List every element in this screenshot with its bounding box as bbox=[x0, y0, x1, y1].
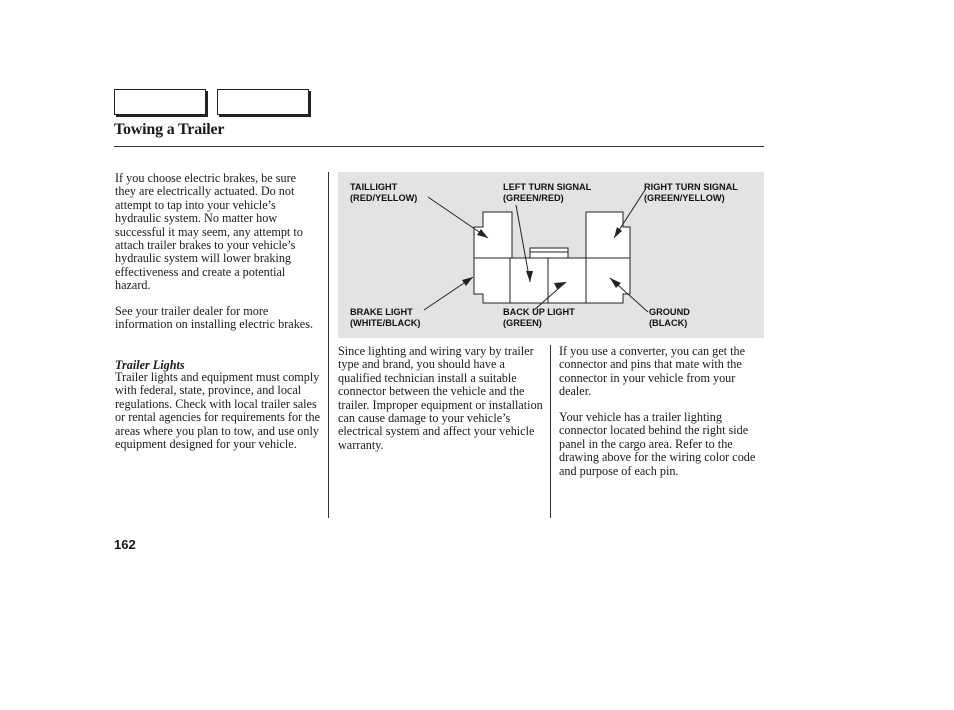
label-left-turn-signal: LEFT TURN SIGNAL (GREEN/RED) bbox=[503, 182, 592, 203]
converter-paragraph: If you use a converter, you can get the connector and pins that mate with the connector in your vehicle from your dealer. bbox=[559, 344, 745, 399]
trailer-dealer-paragraph: See your trailer dealer for more information on installing electric brakes. bbox=[115, 304, 313, 332]
electric-brakes-paragraph: If you choose electric brakes, be sure they are electrically actuated. Do not attempt to tap into your vehicle’s hydraulic system. No matter how successful it may seem, any attempt to attach trailer brakes to your vehicle’s hydraulic system will lower braking effectiveness and create a potential hazard. bbox=[115, 171, 303, 293]
connector-location-paragraph: Your vehicle has a trailer lighting connector located behind the right side panel in the cargo area. Refer to the drawing above for the wiring color code and purpose of each pin. bbox=[559, 410, 756, 478]
title-rule bbox=[114, 146, 764, 147]
nav-tab-box-1[interactable] bbox=[114, 89, 206, 115]
page-number: 162 bbox=[114, 537, 136, 552]
nav-tab-box-2[interactable] bbox=[217, 89, 309, 115]
label-right-turn-signal: RIGHT TURN SIGNAL (GREEN/YELLOW) bbox=[644, 182, 738, 203]
trailer-lights-subheading: Trailer Lights bbox=[115, 358, 185, 372]
page-title: Towing a Trailer bbox=[114, 121, 225, 138]
connector-key bbox=[530, 248, 568, 258]
leader-taillight bbox=[428, 197, 488, 238]
label-back-up-light: BACK UP LIGHT (GREEN) bbox=[503, 307, 575, 328]
column-divider-1 bbox=[328, 172, 329, 518]
trailer-connector-diagram bbox=[338, 172, 764, 338]
technician-paragraph: Since lighting and wiring vary by trailer type and brand, you should have a qualified technician install a suitable connector between the vehicle and the trailer. Improper equipment or installation can cause damage to your vehicle’s electrical system and affect your vehicle warranty. bbox=[338, 344, 543, 452]
label-taillight: TAILLIGHT (RED/YELLOW) bbox=[350, 182, 418, 203]
arrowhead-brake bbox=[462, 277, 473, 286]
trailer-lights-paragraph: Trailer lights and equipment must comply with federal, state, province, and local regulations. Check with local trailer sales or rental agencies for requirements for the areas where you plan to tow, and use only equipment designed for your vehicle. bbox=[115, 370, 321, 452]
label-ground: GROUND (BLACK) bbox=[649, 307, 690, 328]
column-divider-2 bbox=[550, 345, 551, 518]
label-brake-light: BRAKE LIGHT (WHITE/BLACK) bbox=[350, 307, 421, 328]
